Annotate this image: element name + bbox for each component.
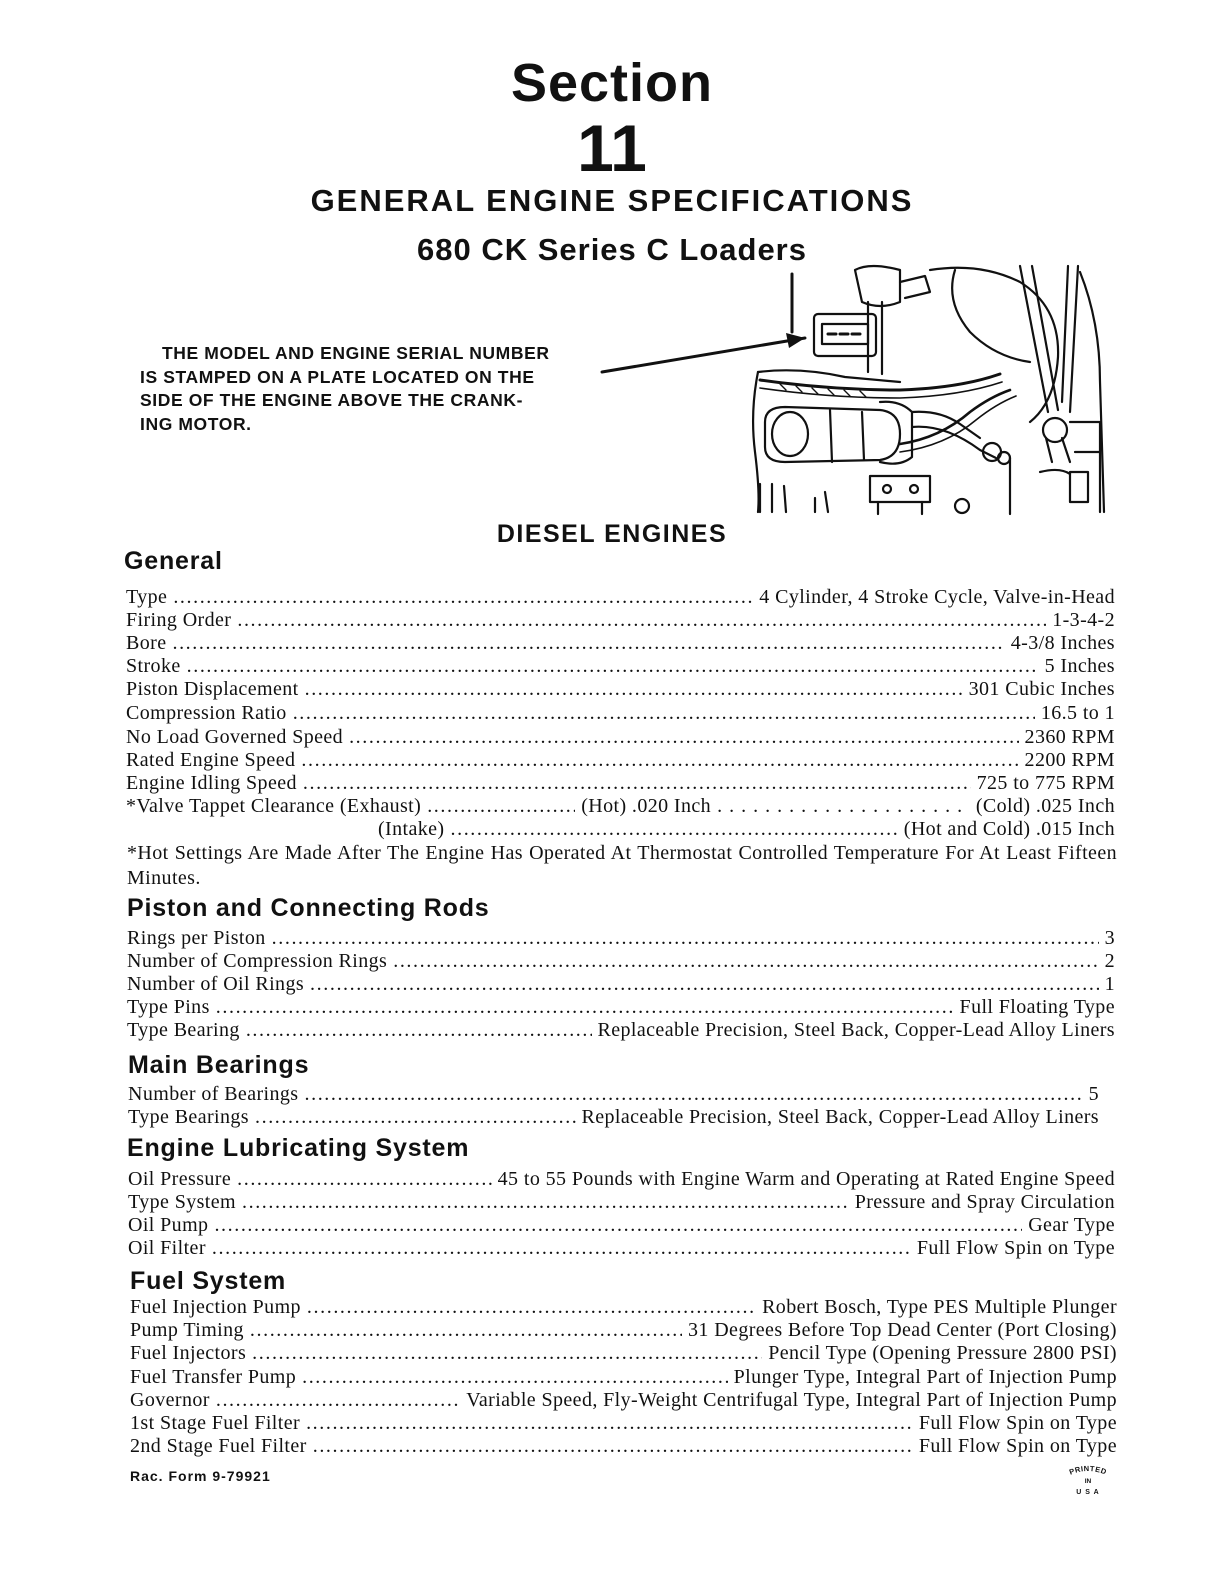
- serial-note-line: SIDE OF THE ENGINE ABOVE THE CRANK-: [140, 390, 524, 410]
- spec-label: 1st Stage Fuel Filter: [130, 1412, 301, 1434]
- spec-row-type: [126, 586, 1115, 609]
- spec-value: 5 Inches: [1044, 655, 1115, 677]
- spec-value: 2200 RPM: [1024, 749, 1115, 771]
- spec-row-oil-pressure: [128, 1168, 1115, 1191]
- spec-label: Firing Order: [126, 609, 232, 631]
- in-text: IN: [1084, 1478, 1092, 1485]
- serial-note-line: ING MOTOR.: [140, 413, 252, 434]
- spec-row-valve-intake: [378, 818, 1115, 841]
- spec-row-bore: [126, 632, 1115, 655]
- spec-label: Stroke: [126, 655, 181, 677]
- spec-value: Variable Speed, Fly-Weight Centrifugal Type, Integral Part of Injection Pump: [466, 1389, 1117, 1411]
- serial-number-note: [140, 342, 600, 436]
- spec-row-compression-rings: [127, 950, 1115, 973]
- spec-label: Number of Oil Rings: [127, 973, 305, 995]
- spec-row-idling-speed: [126, 772, 1115, 795]
- svg-text:PRINTED: [1068, 1464, 1108, 1477]
- spec-row-valve-exhaust: [126, 795, 1115, 818]
- main-bearings-heading: Main Bearings: [128, 1051, 310, 1079]
- spec-row-pump-timing: [130, 1319, 1117, 1342]
- spec-value: 725 to 775 RPM: [976, 772, 1115, 794]
- serial-note-line: THE MODEL AND ENGINE SERIAL NUMBER: [162, 343, 550, 363]
- fuel-system-heading: Fuel System: [130, 1267, 287, 1295]
- spec-label: Engine Idling Speed: [126, 772, 297, 794]
- spec-row-injection-pump: [130, 1296, 1117, 1319]
- piston-heading: Piston and Connecting Rods: [127, 894, 490, 922]
- spec-label: Type Bearings: [128, 1106, 249, 1128]
- diesel-engines-heading: DIESEL ENGINES: [496, 520, 728, 548]
- spec-row-no-load-speed: [126, 726, 1115, 749]
- spec-row-compression-ratio: [126, 702, 1115, 725]
- spec-value: 4 Cylinder, 4 Stroke Cycle, Valve-in-Head: [759, 586, 1115, 608]
- general-heading: General: [124, 547, 223, 575]
- spec-label: Number of Compression Rings: [127, 950, 388, 972]
- spec-value: Full Flow Spin on Type: [918, 1435, 1117, 1457]
- spec-row-firing-order: [126, 609, 1115, 632]
- spec-label: (Intake): [378, 818, 445, 840]
- spec-row-type-bearings: [128, 1106, 1099, 1129]
- spec-value: 16.5 to 1: [1040, 702, 1115, 724]
- spec-label: Pump Timing: [130, 1319, 244, 1341]
- spec-value: 31 Degrees Before Top Dead Center (Port Closing): [688, 1319, 1117, 1341]
- spec-label: Type System: [128, 1191, 236, 1213]
- spec-value: Full Flow Spin on Type: [918, 1412, 1117, 1434]
- spec-label: Oil Pressure: [128, 1168, 232, 1190]
- spec-value: Replaceable Precision, Steel Back, Copper-Lead Alloy Liners: [597, 1019, 1115, 1041]
- spec-value-cold: (Cold) .025 Inch: [975, 795, 1115, 817]
- pointer-arrow: [602, 338, 805, 372]
- lubrication-heading: Engine Lubricating System: [127, 1134, 470, 1162]
- spec-value: 3: [1104, 927, 1115, 949]
- spec-row-number-of-bearings: [128, 1083, 1099, 1106]
- spec-value: Gear Type: [1028, 1214, 1115, 1236]
- spec-label: 2nd Stage Fuel Filter: [130, 1435, 307, 1457]
- spec-label: Type: [126, 586, 168, 608]
- page-title: GENERAL ENGINE SPECIFICATIONS: [310, 183, 914, 218]
- printed-text: PRINTED: [1067, 1463, 1109, 1477]
- spec-value: Plunger Type, Integral Part of Injection Pump: [733, 1366, 1117, 1388]
- spec-row-transfer-pump: [130, 1366, 1117, 1389]
- spec-row-oil-pump: [128, 1214, 1115, 1237]
- spec-value: 301 Cubic Inches: [968, 678, 1115, 700]
- section-word: Section: [510, 53, 714, 113]
- form-number: Rac. Form 9-79921: [130, 1468, 271, 1484]
- spec-row-fuel-injectors: [130, 1342, 1117, 1365]
- spec-value: Replaceable Precision, Steel Back, Copper-Lead Alloy Liners: [581, 1106, 1099, 1128]
- spec-label: Fuel Injectors: [130, 1342, 247, 1364]
- spec-value: 4-3/8 Inches: [1010, 632, 1115, 654]
- spec-label: *Valve Tappet Clearance (Exhaust): [126, 795, 422, 817]
- spec-row-stroke: [126, 655, 1115, 678]
- hot-settings-note: *Hot Settings Are Made After The Engine Has Operated At Thermostat Controlled Temperature For At Least Fifteen Minutes.: [127, 842, 1117, 889]
- spec-value: Full Floating Type: [959, 996, 1115, 1018]
- spec-value: Robert Bosch, Type PES Multiple Plunger: [762, 1296, 1117, 1318]
- spec-value: 1: [1104, 973, 1115, 995]
- printed-in-usa-stamp: [1058, 1462, 1118, 1502]
- spec-value: 45 to 55 Pounds with Engine Warm and Operating at Rated Engine Speed: [497, 1168, 1115, 1190]
- spec-row-type-system: [128, 1191, 1115, 1214]
- spec-label: Fuel Transfer Pump: [130, 1366, 297, 1388]
- pointer-arrowhead: [786, 333, 805, 348]
- spec-label: Bore: [126, 632, 167, 654]
- section-number: 11: [577, 111, 647, 185]
- spec-value-hot: (Hot) .020 Inch: [581, 795, 712, 817]
- spec-row-first-stage-filter: [130, 1412, 1117, 1435]
- spec-row-oil-filter: [128, 1237, 1115, 1260]
- engine-illustration: [600, 262, 1120, 518]
- spec-label: Oil Filter: [128, 1237, 206, 1259]
- spec-value: 2: [1104, 950, 1115, 972]
- spec-label: Number of Bearings: [128, 1083, 299, 1105]
- spec-label: Compression Ratio: [126, 702, 287, 724]
- spec-row-second-stage-filter: [130, 1435, 1117, 1458]
- page-subtitle: 680 CK Series C Loaders: [416, 232, 807, 267]
- spec-label: Governor: [130, 1389, 210, 1411]
- spec-value: Pencil Type (Opening Pressure 2800 PSI): [768, 1342, 1117, 1364]
- spec-value: Pressure and Spray Circulation: [854, 1191, 1115, 1213]
- spec-label: Type Bearing: [127, 1019, 240, 1041]
- spec-value: 1-3-4-2: [1052, 609, 1115, 631]
- spec-row-type-bearing: [127, 1019, 1115, 1042]
- spec-value: Full Flow Spin on Type: [916, 1237, 1115, 1259]
- spec-row-piston-displacement: [126, 678, 1115, 701]
- spec-label: Oil Pump: [128, 1214, 209, 1236]
- spec-row-rings-per-piston: [127, 927, 1115, 950]
- spec-value: (Hot and Cold) .015 Inch: [903, 818, 1115, 840]
- spec-label: Type Pins: [127, 996, 210, 1018]
- serial-note-line: IS STAMPED ON A PLATE LOCATED ON THE: [140, 366, 535, 387]
- spec-row-rated-speed: [126, 749, 1115, 772]
- spec-label: No Load Governed Speed: [126, 726, 344, 748]
- spec-label: Rings per Piston: [127, 927, 266, 949]
- spec-value: 5: [1088, 1083, 1099, 1105]
- spec-row-type-pins: [127, 996, 1115, 1019]
- usa-text: U S A: [1076, 1489, 1100, 1496]
- spec-label: Rated Engine Speed: [126, 749, 296, 771]
- spec-row-governor: [130, 1389, 1117, 1412]
- spec-label: Fuel Injection Pump: [130, 1296, 301, 1318]
- spec-value: 2360 RPM: [1024, 726, 1115, 748]
- spec-row-oil-rings: [127, 973, 1115, 996]
- spec-label: Piston Displacement: [126, 678, 299, 700]
